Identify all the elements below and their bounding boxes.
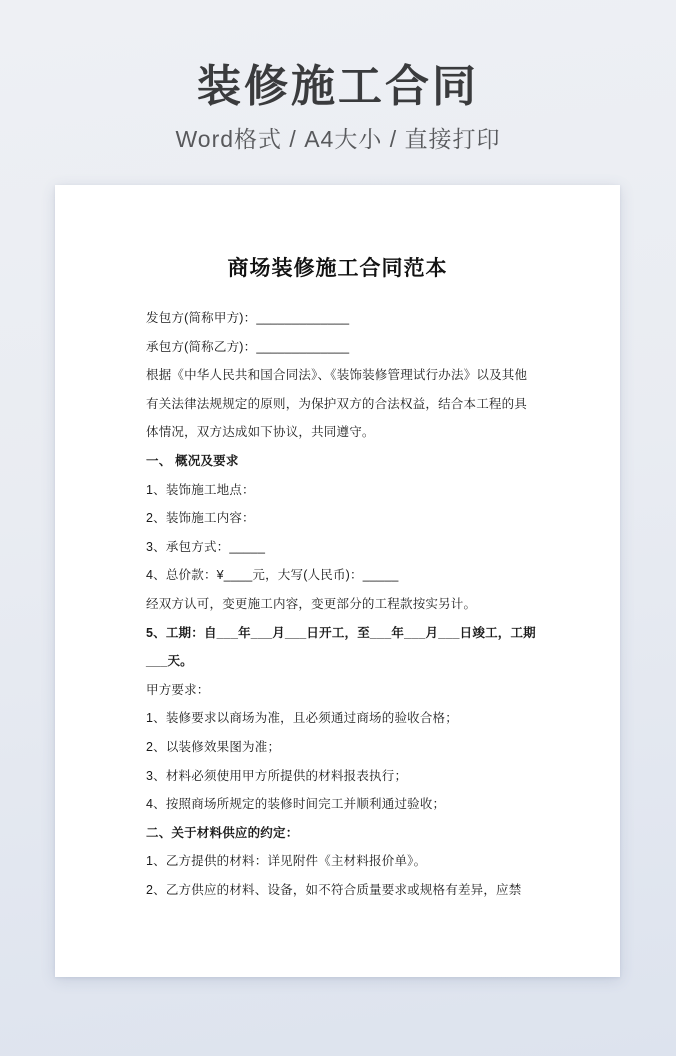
doc-line: 3、材料必须使用甲方所提供的材料报表执行； <box>146 768 408 783</box>
doc-line: 3、承包方式：_____ <box>146 539 266 554</box>
doc-line: ___天。 <box>146 654 193 669</box>
doc-line: 有关法律法规规定的原则，为保护双方的合法权益，结合本工程的具 <box>146 396 528 411</box>
doc-line: 二、关于材料供应的约定： <box>146 825 299 840</box>
doc-line: 2、乙方供应的材料、设备，如不符合质量要求或规格有差异，应禁 <box>146 882 522 897</box>
document-title: 商场装修施工合同范本 <box>227 257 448 280</box>
doc-line: 承包方(简称乙方)：_____________ <box>146 339 350 354</box>
doc-line: 甲方要求： <box>146 682 210 697</box>
doc-line: 1、装修要求以商场为准，且必须通过商场的验收合格； <box>146 711 458 726</box>
doc-line: 发包方(简称甲方)：_____________ <box>146 311 350 325</box>
template-header <box>0 62 676 154</box>
doc-line: 1、乙方提供的材料：详见附件《主材料报价单》。 <box>146 854 427 869</box>
document-page <box>55 185 620 977</box>
doc-line: 2、装饰施工内容： <box>146 511 255 526</box>
template-format-subtitle: Word格式 / A4大小 / 直接打印 <box>175 126 501 152</box>
doc-line: 4、按照商场所规定的装修时间完工并顺利通过验收； <box>146 797 446 812</box>
document-body <box>55 304 620 904</box>
doc-line: 经双方认可，变更施工内容，变更部分的工程款按实另计。 <box>146 596 477 611</box>
doc-line: 2、以装修效果图为准； <box>146 739 281 754</box>
doc-line: 5、工期：自___年___月___日开工，至___年___月___日竣工，工期 <box>146 625 536 640</box>
doc-line: 4、总价款：¥____元，大写(人民币)：_____ <box>146 568 399 583</box>
doc-line: 1、装饰施工地点： <box>146 482 255 497</box>
doc-line: 体情况，双方达成如下协议，共同遵守。 <box>146 425 375 440</box>
doc-line: 一、 概况及要求 <box>146 453 239 468</box>
doc-line: 根据《中华人民共和国合同法》、《装饰装修管理试行办法》以及其他 <box>146 368 528 383</box>
template-title: 装修施工合同 <box>197 62 479 111</box>
